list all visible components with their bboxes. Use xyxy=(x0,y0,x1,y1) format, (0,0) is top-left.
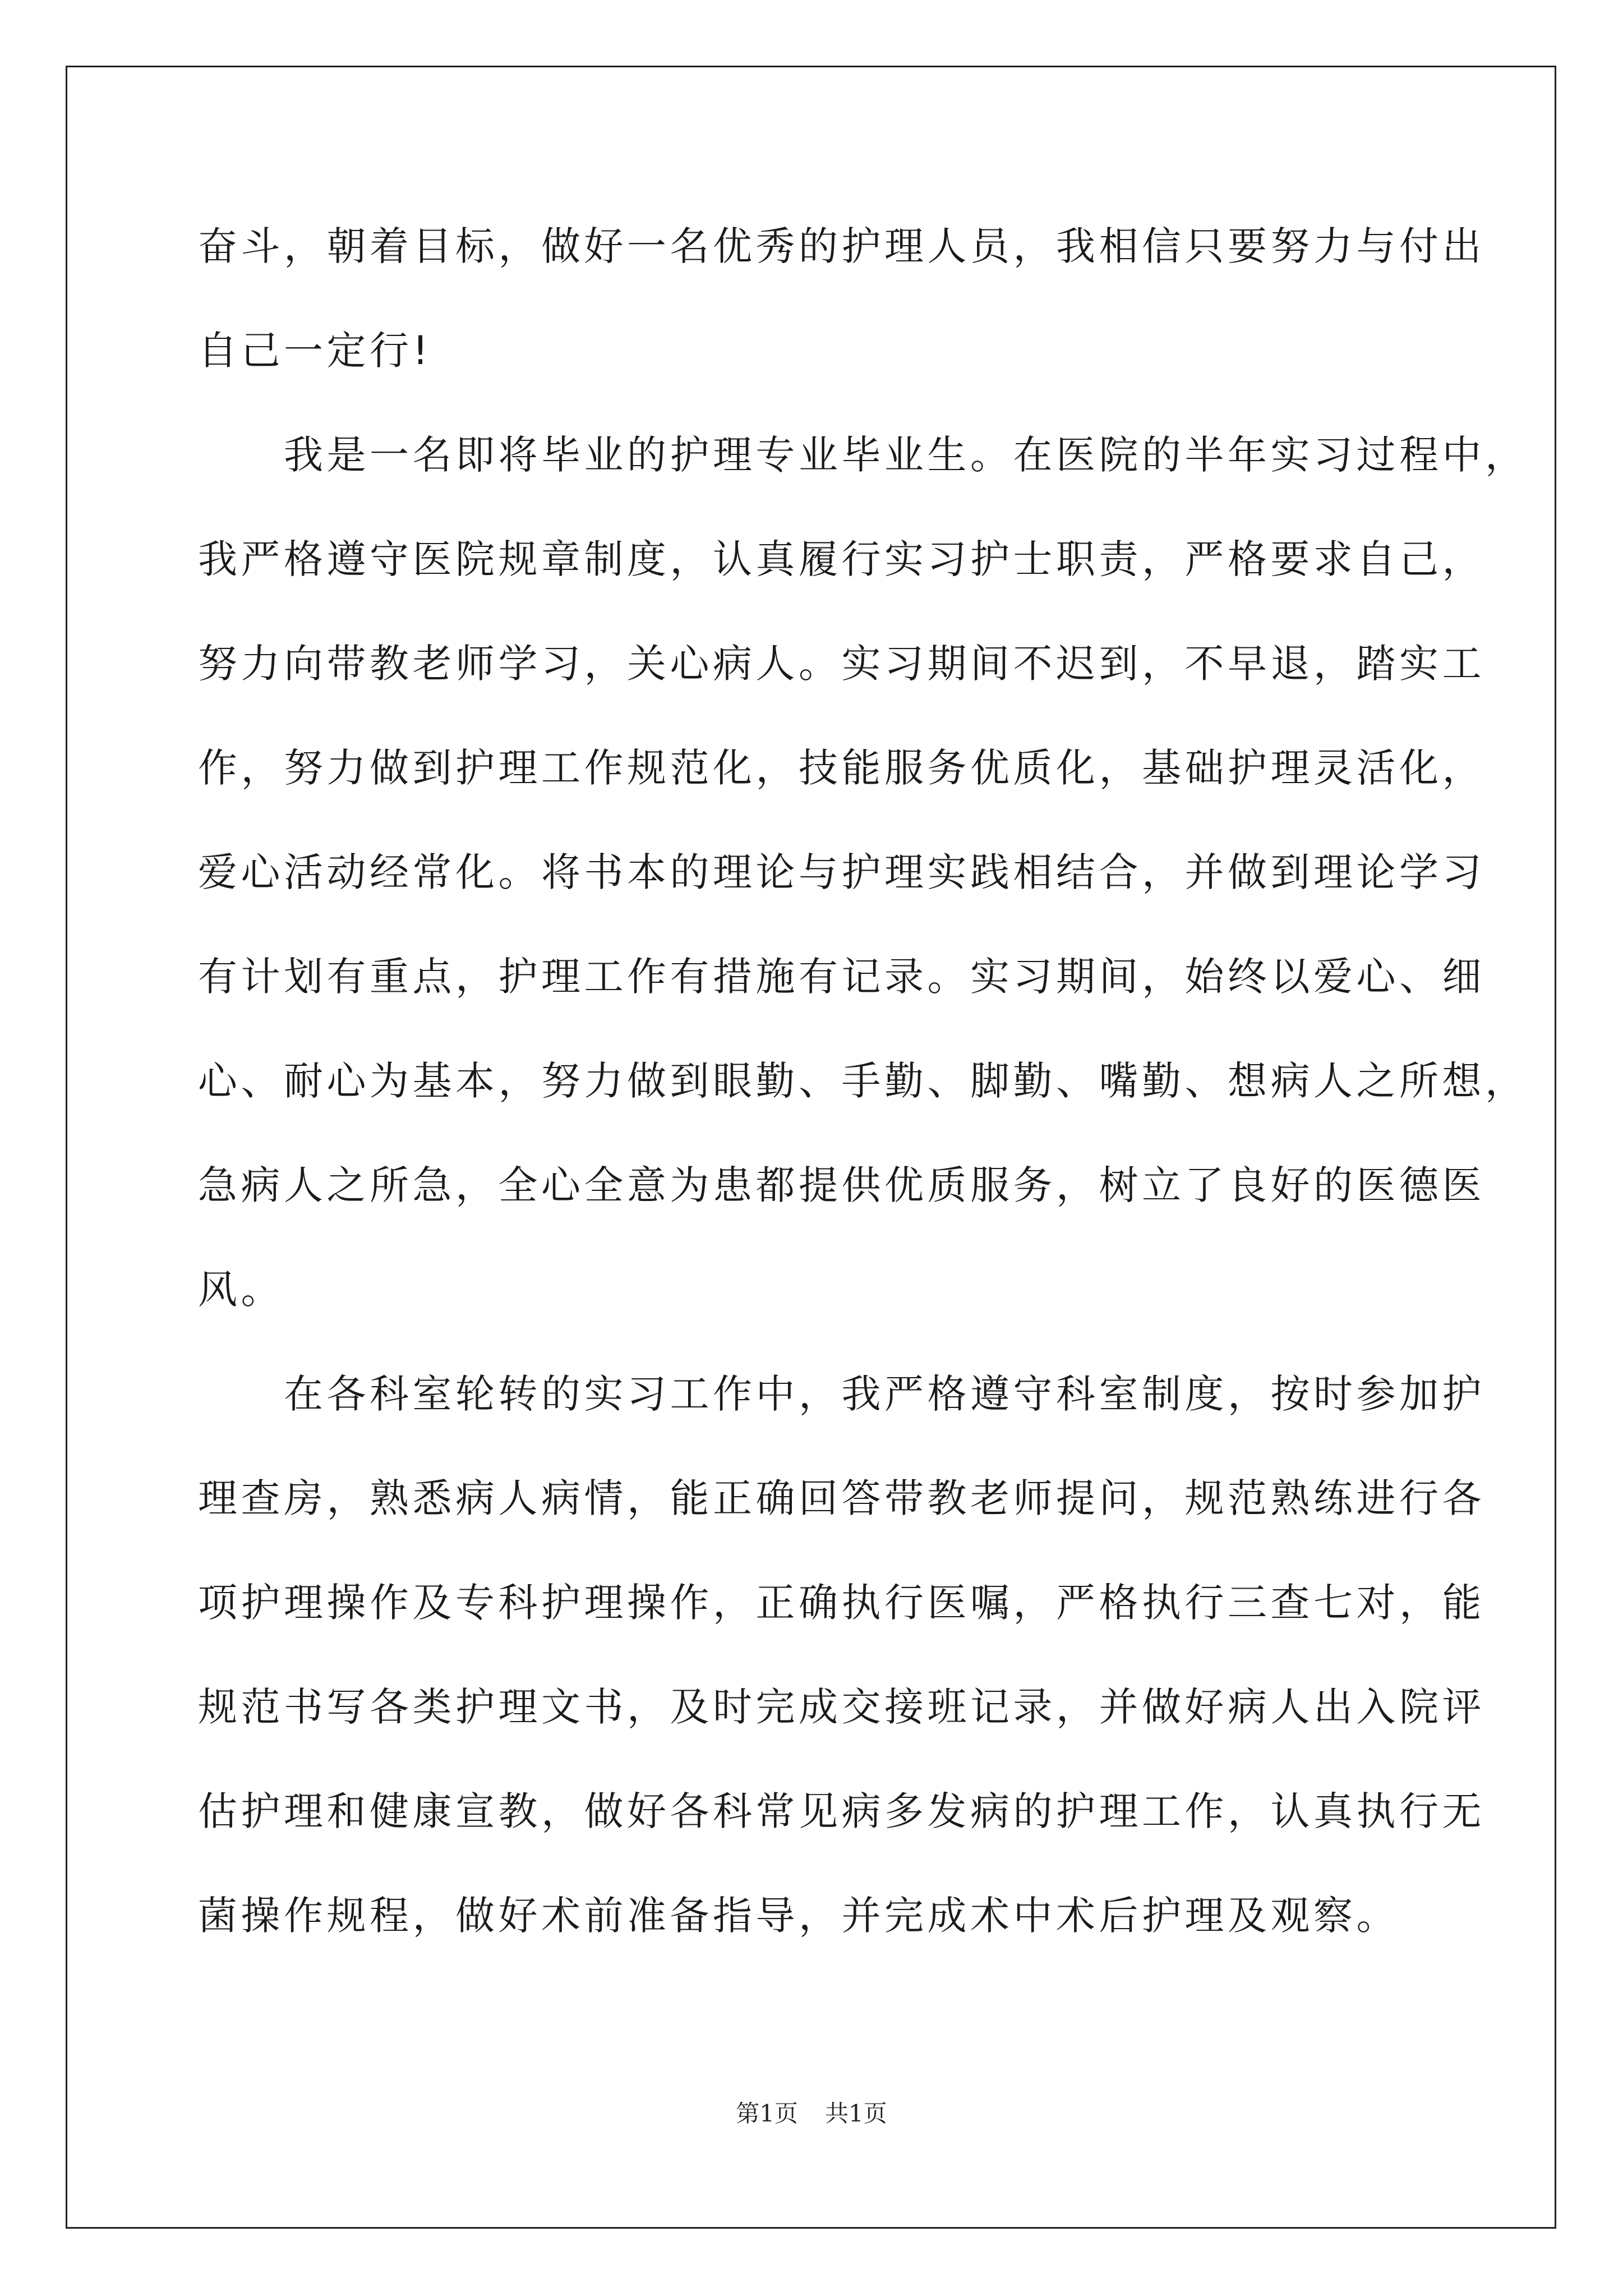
page-total: 共1页 xyxy=(825,2100,887,2127)
page-number: 第1页 xyxy=(736,2100,798,2127)
text-line: 菌操作规程，做好术前准备指导，并完成术中术后护理及观察。 xyxy=(198,1893,1399,1939)
text-line: 我是一名即将毕业的护理专业毕业生。在医院的半年实习过程中， xyxy=(198,432,1528,478)
text-line: 在各科室轮转的实习工作中，我严格遵守科室制度，按时参加护 xyxy=(198,1371,1485,1417)
text-line: 估护理和健康宣教，做好各科常见病多发病的护理工作，认真执行无 xyxy=(198,1788,1485,1834)
text-line: 有计划有重点，护理工作有措施有记录。实习期间，始终以爱心、细 xyxy=(198,954,1485,1000)
text-line: 心、耐心为基本，努力做到眼勤、手勤、脚勤、嘴勤、想病人之所想， xyxy=(198,1058,1528,1104)
text-line: 我严格遵守医院规章制度，认真履行实习护士职责，严格要求自己， xyxy=(198,536,1485,582)
text-line: 作，努力做到护理工作规范化，技能服务优质化，基础护理灵活化， xyxy=(198,745,1485,791)
text-line: 奋斗，朝着目标，做好一名优秀的护理人员，我相信只要努力与付出 xyxy=(198,223,1485,269)
text-line: 风。 xyxy=(198,1267,284,1313)
text-line: 努力向带教老师学习，关心病人。实习期间不迟到，不早退，踏实工 xyxy=(198,641,1485,687)
text-line: 项护理操作及专科护理操作，正确执行医嘱，严格执行三查七对，能 xyxy=(198,1580,1485,1626)
text-line: 急病人之所急，全心全意为患都提供优质服务，树立了良好的医德医 xyxy=(198,1162,1485,1208)
text-line: 爱心活动经常化。将书本的理论与护理实践相结合，并做到理论学习 xyxy=(198,849,1485,895)
text-line: 规范书写各类护理文书，及时完成交接班记录，并做好病人出入院评 xyxy=(198,1684,1485,1730)
document-body xyxy=(198,222,1528,1940)
text-line: 理查房，熟悉病人病情，能正确回答带教老师提问，规范熟练进行各 xyxy=(198,1475,1485,1521)
page-footer xyxy=(0,2098,1623,2129)
text-line: 自己一定行! xyxy=(198,328,432,374)
